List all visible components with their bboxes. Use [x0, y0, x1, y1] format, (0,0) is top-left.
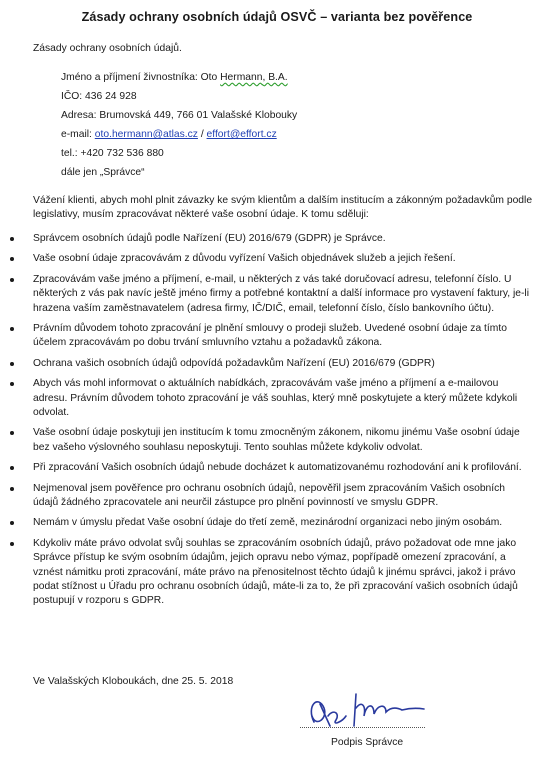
list-item: Ochrana vašich osobních údajů odpovídá požadavkům Nařízení (EU) 2016/679 (GDPR) [0, 357, 533, 371]
signature-label: Podpis Správce [331, 737, 404, 748]
list-item: Vaše osobní údaje zpracovávám z důvodu vyřízení Vašich objednávek služeb a jejich řešení. [0, 252, 533, 266]
list-item: Správcem osobních údajů podle Nařízení (EU) 2016/679 (GDPR) je Správce. [0, 232, 533, 246]
handwritten-signature [300, 686, 440, 732]
place-and-date: Ve Valašských Kloboukách, dne 25. 5. 2018 [33, 676, 234, 687]
list-item: Abych vás mohl informovat o aktuálních nabídkách, zpracovávám vaše jméno a příjmení a e-mailovou adresu. Právním důvodem tohoto zpracování je váš souhlas, který mně poskytujete a který můžete kdykoli odvolat. [0, 377, 533, 420]
name-underlined: Hermann [220, 72, 263, 83]
list-item: Vaše osobní údaje poskytuji jen institucím k tomu zmocněným zákonem, nikomu jinému Vaše osobní údaje bez vašeho výslovného souhlasu neposkytuji. Tento souhlas můžete kdykoliv odvolat. [0, 426, 533, 455]
name-label: Jméno a příjmení živnostníka: Oto [61, 72, 221, 83]
policy-list [0, 232, 554, 615]
contact-ico: IČO: 436 24 928 [61, 91, 137, 102]
name-suffix: , B.A. [262, 72, 288, 83]
email-link-atlas[interactable]: oto.hermann@atlas.cz [94, 129, 198, 140]
signature-line [300, 727, 425, 728]
list-item: Zpracovávám vaše jméno a příjmení, e-mail, u některých z vás také doručovací adresu, telefonní číslo. U některých z vás pak navíc ještě jméno firmy a potřebné kontaktní a další informace pro vystavení faktury, je-li hrazena vaším zaměstnavatelem (adresa firmy, IČ/DIČ, email, telefonní číslo, číslo bankovního účtu). [0, 273, 533, 316]
contact-block [61, 72, 297, 186]
contact-phone: tel.: +420 732 536 880 [61, 148, 164, 159]
list-item: Právním důvodem tohoto zpracování je plnění smlouvy o prodeji služeb. Uvedené osobní údaje za tímto účelem zpracovávám po dobu trvání smluvního vztahu a požadavků zákona. [0, 322, 533, 351]
list-item: Kdykoliv máte právo odvolat svůj souhlas se zpracováním osobních údajů, právo požadovat ode mne jako Správce přístup ke svým osobním údajům, jejich opravu nebo výmaz, popřípadě omezení zpracování, a vznést námitku proti zpracování, máte právo na přenositelnost těchto údajů k jinému správci, jakož i právo podat stížnost u Úřadu pro ochranu osobních údajů, máte-li za to, že při zpracování vašich osobních údajů postupují v rozporu s GDPR. [0, 537, 533, 608]
intro-paragraph: Vážení klienti, abych mohl plnit závazky ke svým klientům a dalším institucím a zákonným požadavkům podle legislativy, musím zpracovávat některé vaše osobní údaje. K tomu sděluji: [33, 195, 533, 220]
list-item: Při zpracování Vašich osobních údajů nebude docházet k automatizovanému rozhodování ani k profilování. [0, 461, 533, 475]
email-link-effort[interactable]: effort@effort.cz [206, 129, 277, 140]
email-label: e-mail: [61, 129, 95, 140]
document-title: Zásady ochrany osobních údajů OSVČ – varianta bez pověřence [81, 10, 473, 24]
list-item: Nemám v úmyslu předat Vaše osobní údaje do třetí země, mezinárodní organizaci nebo jiným osobám. [0, 516, 533, 530]
contact-name-line [61, 72, 297, 91]
list-item: Nejmenoval jsem pověřence pro ochranu osobních údajů, nepověřil jsem zpracováním Vašich osobních údajů žádného zpracovatele ani neurčil zástupce pro plnění povinností ve smyslu GDPR. [0, 482, 533, 511]
intro-text: Zásady ochrany osobních údajů. [33, 43, 182, 54]
contact-alias: dále jen „Správce“ [61, 167, 145, 178]
contact-address: Adresa: Brumovská 449, 766 01 Valašské Klobouky [61, 110, 298, 121]
contact-email-line [61, 129, 297, 148]
email-separator: / [197, 129, 207, 140]
